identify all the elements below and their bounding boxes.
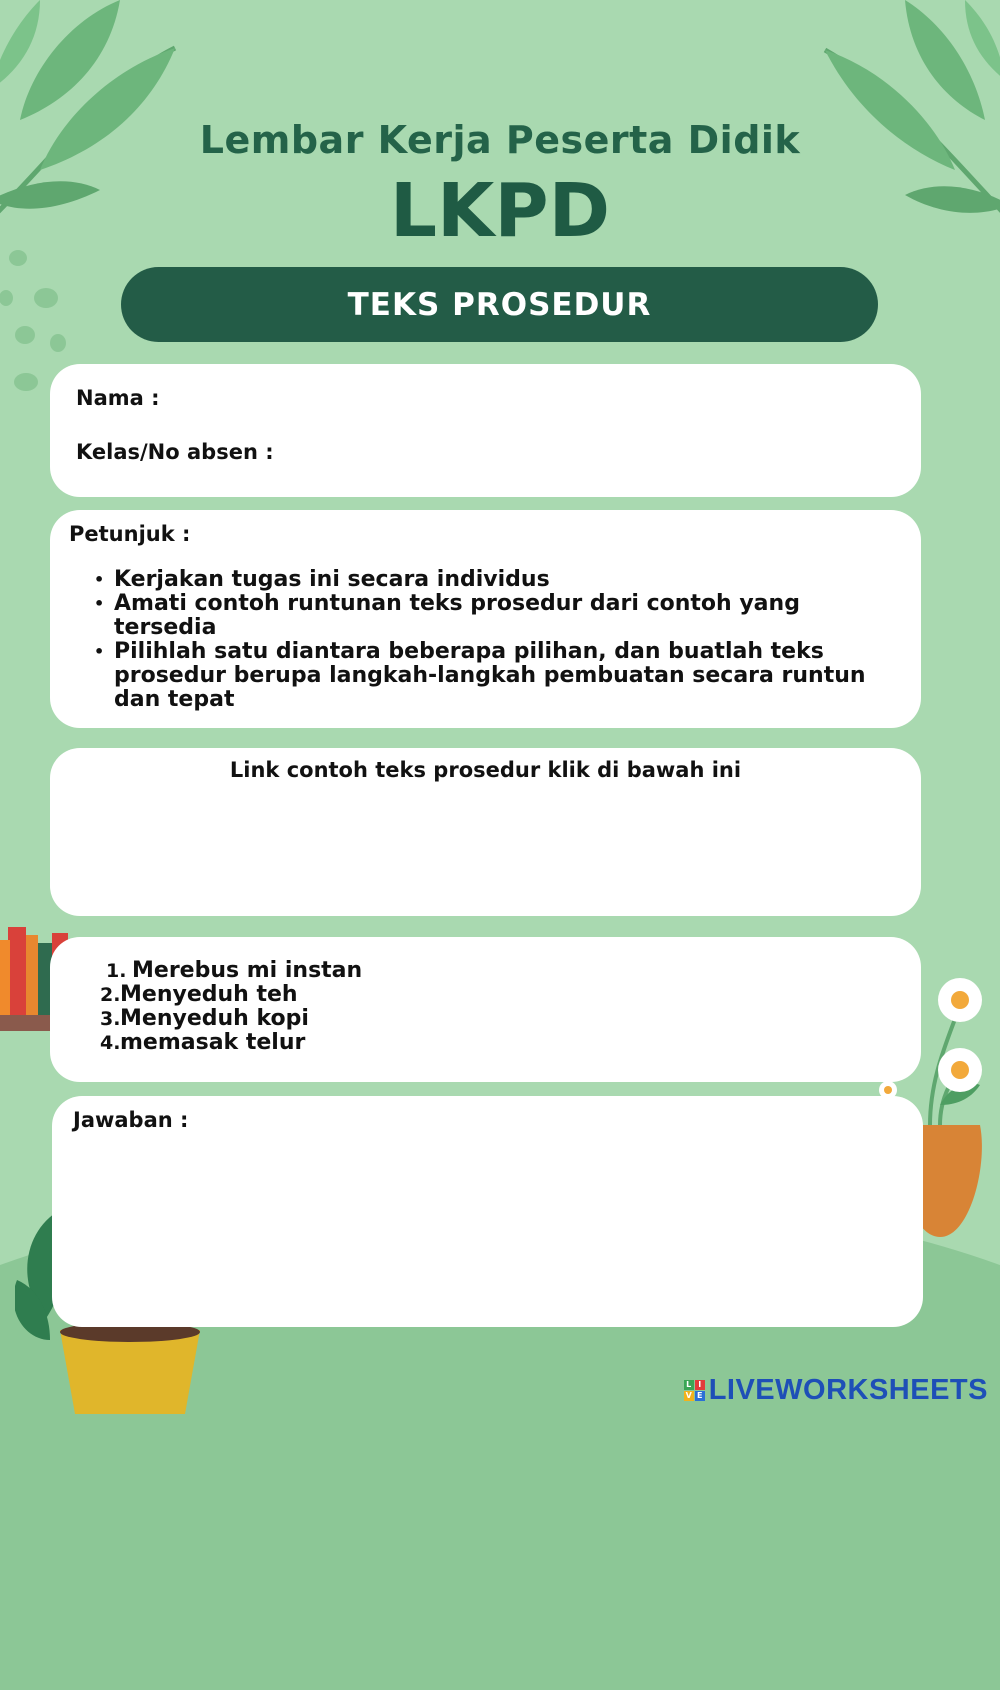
- options-card: [50, 937, 921, 1082]
- name-label: Nama :: [76, 386, 160, 410]
- watermark-text: LIVEWORKSHEETS: [708, 1374, 988, 1406]
- bullet-icon: •: [94, 594, 105, 613]
- link-heading: Link contoh teks prosedur klik di bawah ini: [229, 758, 742, 782]
- bullet-icon: •: [94, 570, 105, 589]
- identity-card[interactable]: [50, 364, 921, 497]
- link-card[interactable]: [50, 748, 921, 916]
- answer-card[interactable]: [52, 1096, 923, 1327]
- list-item: 3.Menyeduh kopi: [100, 1006, 309, 1031]
- answer-label: Jawaban :: [73, 1108, 189, 1132]
- live-badge-icon: L I V E: [684, 1380, 705, 1401]
- list-item: 1. Merebus mi instan: [106, 958, 363, 983]
- page-subtitle: Lembar Kerja Peserta Didik: [199, 118, 801, 162]
- list-item: • Kerjakan tugas ini secara individus: [94, 567, 550, 592]
- list-item: 2.Menyeduh teh: [100, 982, 298, 1007]
- class-label: Kelas/No absen :: [76, 440, 274, 464]
- list-item: 4.memasak telur: [100, 1030, 306, 1055]
- topic-banner-label: TEKS PROSEDUR: [347, 286, 652, 323]
- list-item: • Amati contoh runtunan teks prosedur dari contoh yang tersedia: [94, 591, 800, 640]
- topic-banner: [121, 267, 878, 342]
- liveworksheets-logo: [684, 1374, 988, 1407]
- options-list: [100, 959, 362, 1055]
- instructions-label: Petunjuk :: [69, 522, 191, 546]
- instructions-list: [94, 567, 894, 712]
- bullet-icon: •: [94, 642, 105, 661]
- instructions-card: [50, 510, 921, 728]
- list-item: • Pilihlah satu diantara beberapa pilihan, dan buatlah teks prosedur berupa langkah-langkah pembuatan secara runtun dan tepat: [94, 639, 866, 712]
- page-title: LKPD: [389, 168, 611, 254]
